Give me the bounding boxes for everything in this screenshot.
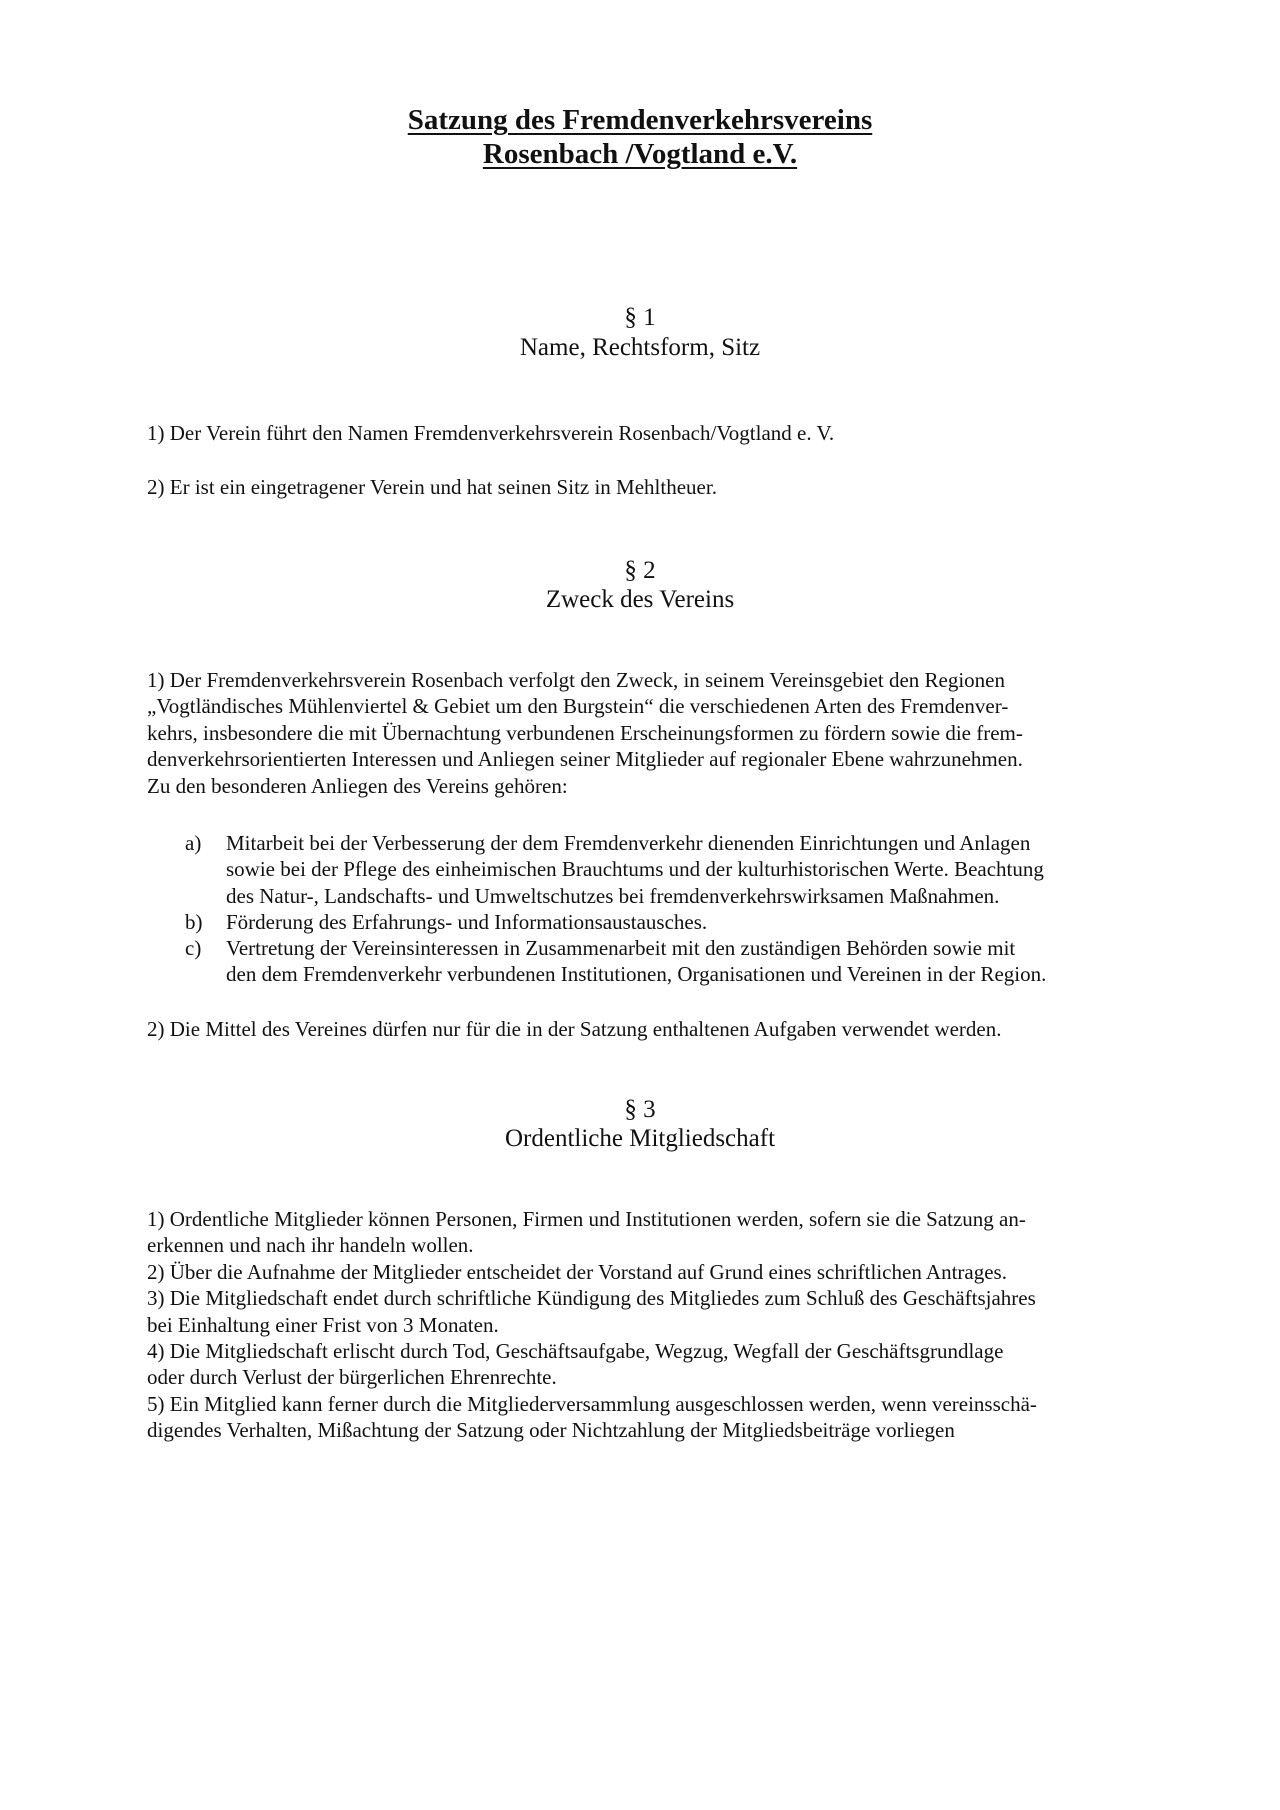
document-title-line-2: Rosenbach /Vogtland e.V.: [482, 138, 798, 170]
section-3-number: § 3: [624, 1096, 656, 1123]
list-item-line: sowie bei der Pflege des einheimischen Brauchtums und der kulturhistorischen Werte. Beachtung: [226, 857, 1044, 882]
paragraph-line: kehrs, insbesondere die mit Übernachtung verbundenen Erscheinungsformen zu fördern sowie die frem-: [147, 720, 1023, 745]
list-item-line: den dem Fremdenverkehr verbundenen Institutionen, Organisationen und Vereinen in der Region.: [226, 962, 1047, 987]
paragraph-line: bei Einhaltung einer Frist von 3 Monaten.: [147, 1312, 499, 1337]
section-2-number: § 2: [624, 557, 656, 584]
list-item-label: a): [185, 831, 202, 855]
section-1-number: § 1: [624, 304, 656, 331]
paragraph-line: 1) Ordentliche Mitglieder können Personen, Firmen und Institutionen werden, sofern sie die Satzung an-: [147, 1207, 1026, 1231]
list-item-line: Vertretung der Vereinsinteressen in Zusammenarbeit mit den zuständigen Behörden sowie mit: [226, 936, 1016, 960]
section-2-paragraph-1: [147, 667, 1157, 799]
list-item-line: Förderung des Erfahrungs- und Informationsaustausches.: [226, 910, 708, 934]
list-item-label: c): [185, 936, 202, 960]
list-item-text: [226, 830, 1044, 909]
paragraph-line: denverkehrsorientierten Interessen und Anliegen seiner Mitglieder auf regionaler Ebene wahrzunehmen.: [147, 747, 1023, 772]
paragraph-line: oder durch Verlust der bürgerlichen Ehrenrechte.: [147, 1365, 557, 1390]
list-item-text: [226, 935, 1046, 988]
section-1-heading: Name, Rechtsform, Sitz: [519, 334, 761, 361]
paragraph-line: 3) Die Mitgliedschaft endet durch schriftliche Kündigung des Mitgliedes zum Schluß des Geschäftsjahres: [147, 1286, 1036, 1311]
paragraph-line: digendes Verhalten, Mißachtung der Satzung oder Nichtzahlung der Mitgliedsbeiträge vorliegen: [147, 1418, 955, 1443]
paragraph-line: „Vogtländisches Mühlenviertel & Gebiet um den Burgstein“ die verschiedenen Arten des Fremdenver-: [147, 694, 1009, 719]
section-2-paragraph-2: 2) Die Mittel des Vereines dürfen nur für die in der Satzung enthaltenen Aufgaben verwendet werden.: [147, 1017, 1002, 1041]
section-3-heading: Ordentliche Mitgliedschaft: [504, 1125, 776, 1152]
paragraph-line: 5) Ein Mitglied kann ferner durch die Mitgliederversammlung ausgeschlossen werden, wenn vereinsschä-: [147, 1391, 1037, 1416]
paragraph-line: erkennen und nach ihr handeln wollen.: [147, 1233, 474, 1258]
section-1-paragraph-2: 2) Er ist ein eingetragener Verein und hat seinen Sitz in Mehltheuer.: [147, 475, 717, 499]
paragraph-line: Zu den besonderen Anliegen des Vereins gehören:: [147, 773, 568, 798]
section-1-paragraph-1: 1) Der Verein führt den Namen Fremdenverkehrsverein Rosenbach/Vogtland e. V.: [147, 421, 835, 445]
paragraph-line: 2) Über die Aufnahme der Mitglieder entscheidet der Vorstand auf Grund eines schriftlichen Antrages.: [147, 1259, 1007, 1284]
section-3-body: [147, 1206, 1157, 1444]
list-item-text: [226, 909, 707, 935]
list-item-label: b): [185, 910, 203, 934]
paragraph-line: 4) Die Mitgliedschaft erlischt durch Tod, Geschäftsaufgabe, Wegzug, Wegfall der Geschäftsgrundlage: [147, 1338, 1004, 1363]
list-item-line: Mitarbeit bei der Verbesserung der dem Fremdenverkehr dienenden Einrichtungen und Anlagen: [226, 831, 1031, 855]
list-item-line: des Natur-, Landschafts- und Umweltschutzes bei fremdenverkehrswirksamen Maßnahmen.: [226, 883, 1000, 908]
section-2-heading: Zweck des Vereins: [545, 586, 735, 613]
document-title-line-1: Satzung des Fremdenverkehrsvereins: [407, 104, 873, 136]
paragraph-line: 1) Der Fremdenverkehrsverein Rosenbach verfolgt den Zweck, in seinem Vereinsgebiet den Regionen: [147, 668, 1005, 692]
